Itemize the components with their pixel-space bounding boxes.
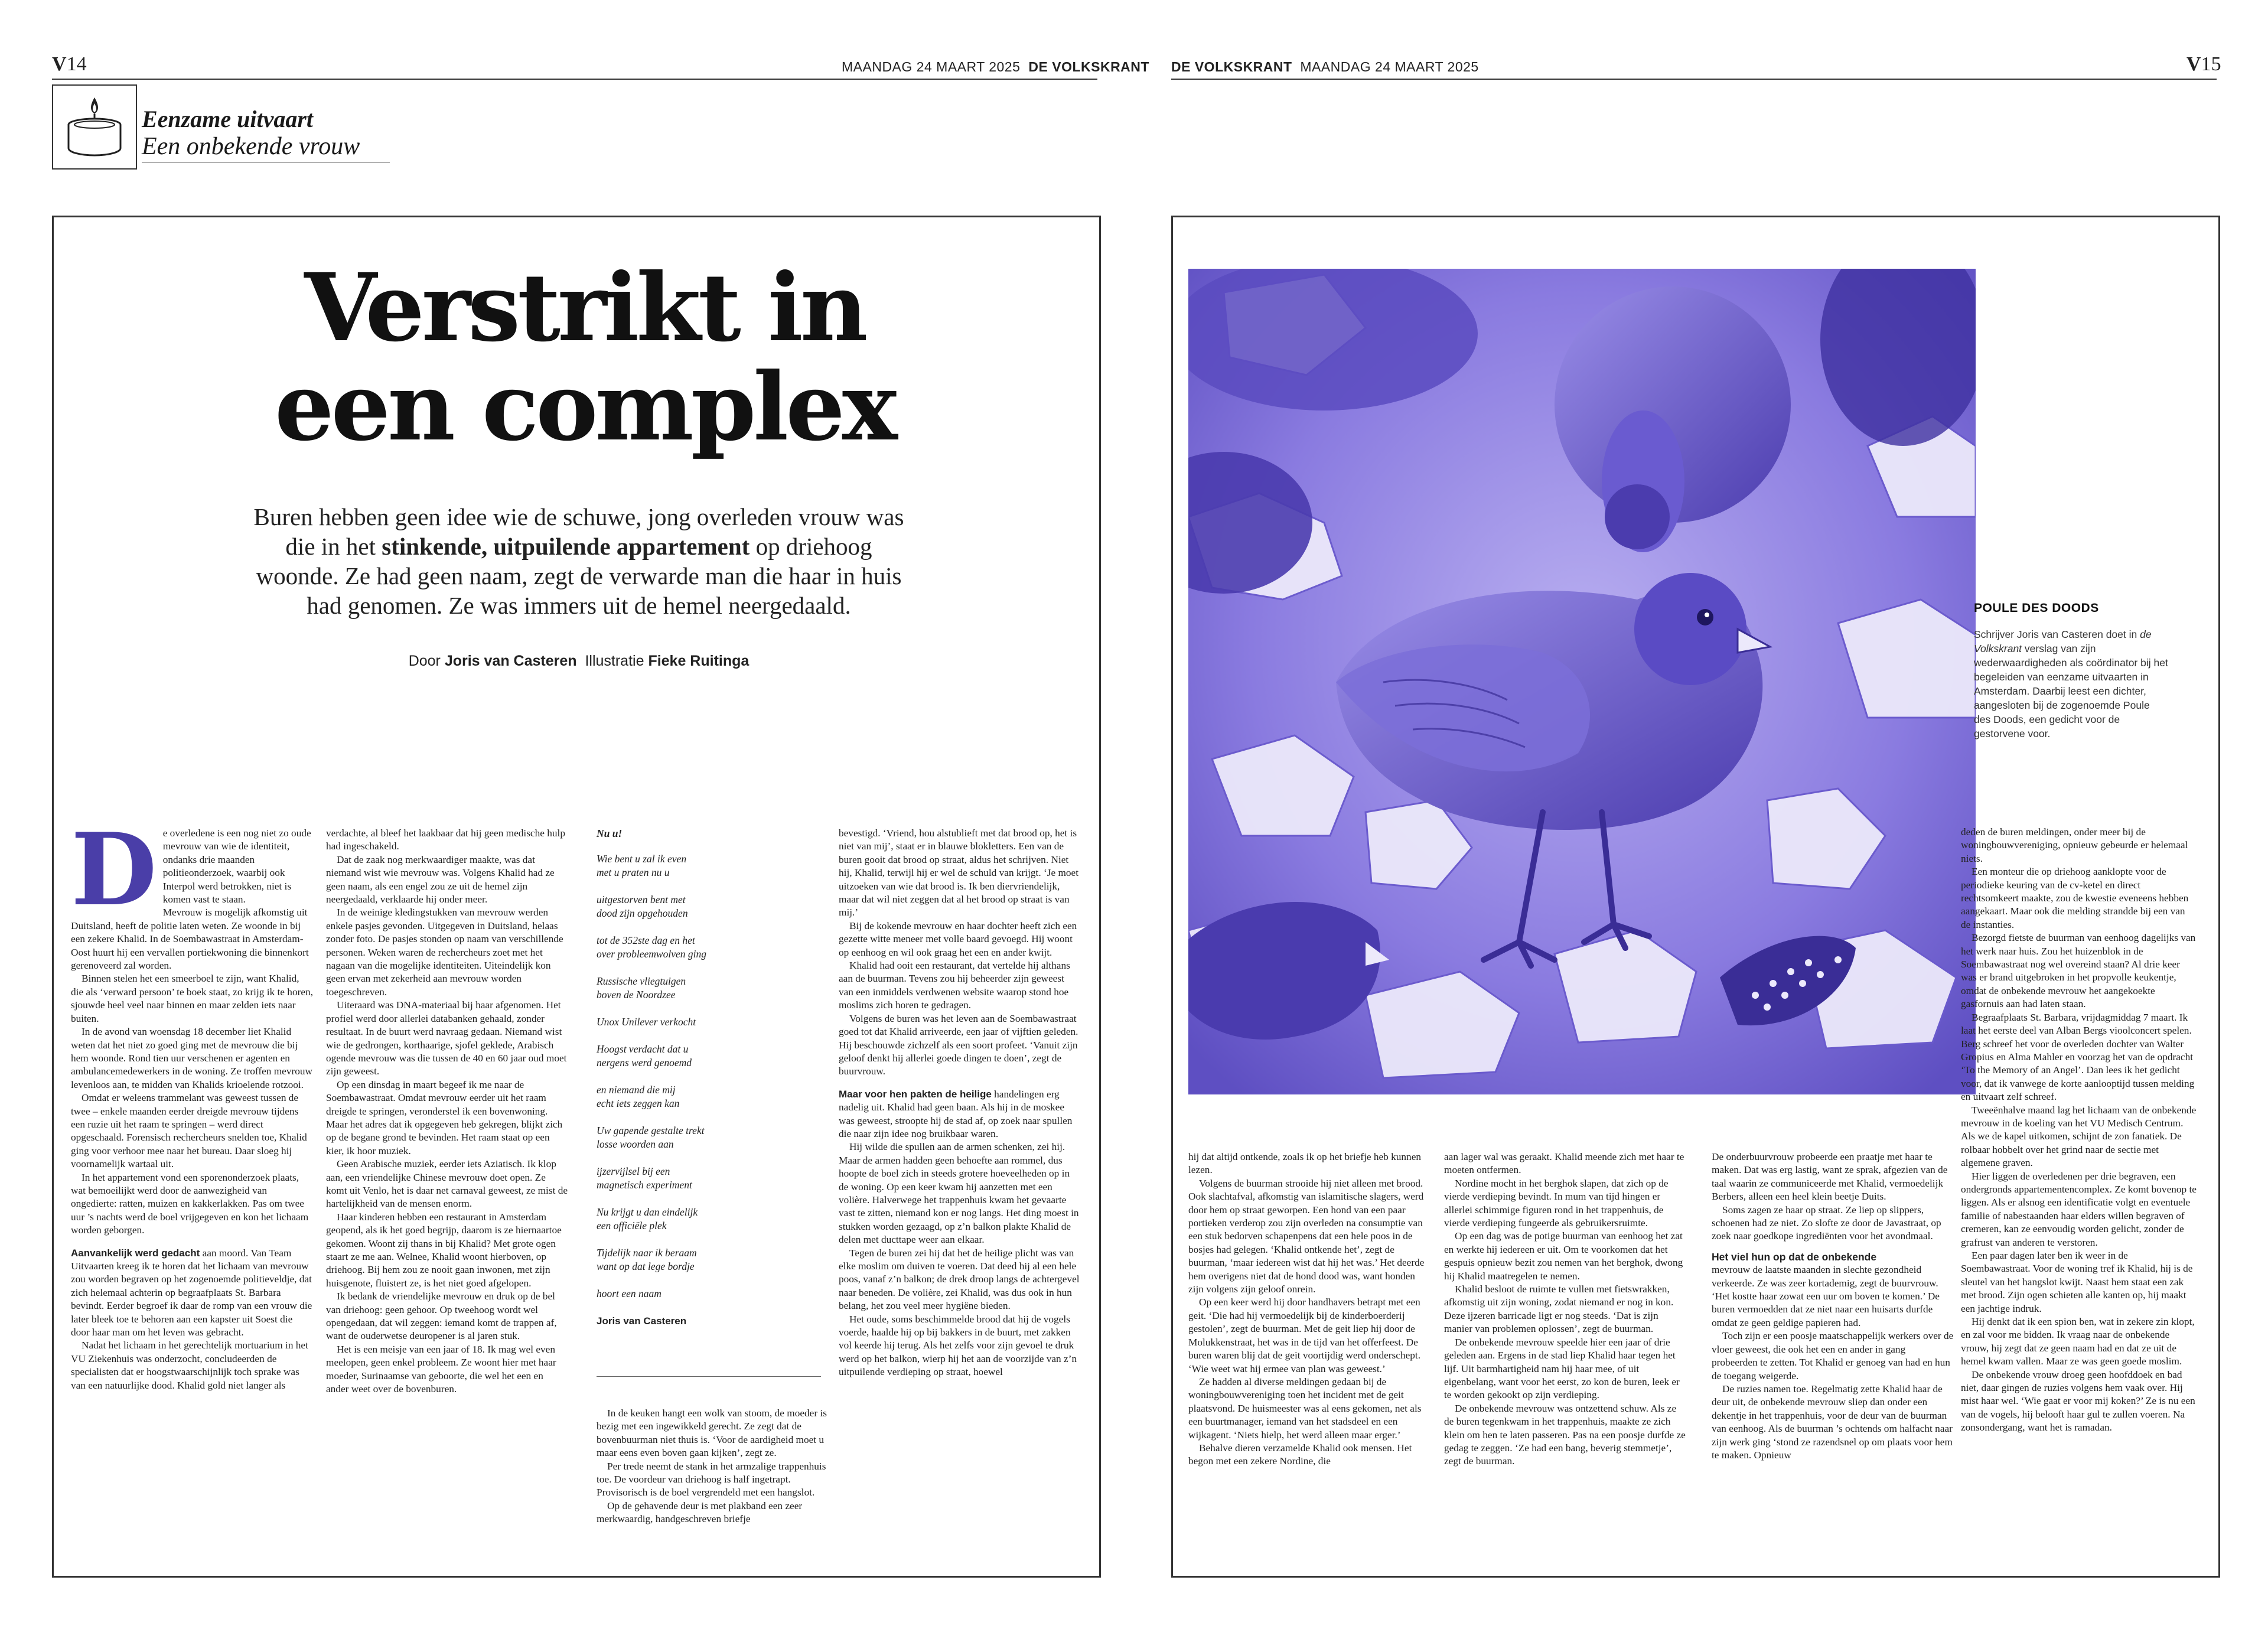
- left-folio-date: MAANDAG 24 MAART 2025: [842, 59, 1021, 74]
- poem-line: nergens werd genoemd: [597, 1057, 692, 1068]
- poem-rule: [597, 1376, 821, 1377]
- poem-line: met u praten nu u: [597, 866, 670, 878]
- poem-line: een officiële plek: [597, 1220, 667, 1231]
- body-column-5: hij dat altijd ontkende, zoals ik op het briefje heb kunnen lezen. Volgens de buurman strooide hij niet alleen met brood. Ook slachtafval, afkomstig van islamitische slagers, werd door hem op straat geworpen. Een hond van een paar portieken verderop zou zijn overleden na consumptie van een stuk bedorven schapenpens dat een hele poos in de bosjes had gelegen. ‘Khalid ontkende het’, zegt de buurman, ‘maar iedereen wist dat hij het was.’ Het deerde hem overigens niet dat de hond dood was, want honden zijn volgens zijn geloof onrein. Op een keer werd hij door handhavers betrapt met een geit. ‘Die had hij vermoedelijk bij de kinderboerderij gestolen’, zegt de buurman. Met de geit liep hij door de Molukkenstraat, het was in de tijd van het offerfeest. De buren waren blij dat de geit voortijdig werd onderschept. ‘Wie weet wat hij ermee van plan was geweest.’ Ze hadden al diverse meldingen gedaan bij de woningbouwvereniging toen het incident met de geit plaatsvond. De huismeester was al eens gekomen, net als een buurtmanager, iemand van het stadsdeel en een wijkagent. ‘Niets hielp, het werd alleen maar erger.’ Behalve dieren verzamelde Khalid ook mensen. Het begon met een zekere Nordine, die: [1188, 1151, 1425, 1467]
- right-top-rule: [1171, 79, 2217, 80]
- series-title: Eenzame uitvaart: [142, 106, 314, 132]
- poem-line: Unox Unilever verkocht: [597, 1016, 696, 1028]
- body-column-2: verdachte, al bleef het laakbaar dat hij geen medische hulp had ingeschakeld. Dat de zaak nog merkwaardiger maakte, was dat niemand wist wie mevrouw was. Volgens Khalid had ze geen naam, als een engel zou ze uit de hemel zijn neergedaald, verklaarde hij onder meer. In de weinige kledingstukken van mevrouw werden enkele pasjes gevonden. Uitgegeven in Duitsland, helaas zonder foto. De pasjes stonden op naam van verschillende personen. Weken waren de rechercheurs zoet met het nagaan van die mogelijke identiteiten. Uiteindelijk kon geen ervan met zekerheid aan mevrouw worden toegeschreven. Uiteraard was DNA-materiaal bij haar afgenomen. Het profiel werd door allerlei databanken gehaald, zonder resultaat. In de buurt werd navraag gedaan. Niemand wist wie de gedrongen, korthaarige, sjofel geklede, Arabisch ogende mevrouw was die tussen de 40 en 60 jaar oud moet zijn geweest. Op een dinsdag in maart begeef ik me naar de Soembawastraat. Omdat mevrouw eerder uit het raam dreigde te springen, veronderstel ik een bovenwoning. Maar het adres dat ik opgegeven heb gekregen, blijkt zich op de begane grond te bevinden. Het raam staat op een kier, ik hoor muziek. Geen Arabische muziek, eerder iets Aziatisch. Ik klop aan, een vriendelijke Chinese mevrouw doet open. Ze komt uit Venlo, het is daar net carnaval geweest, ze mist de hartelijkheid van de mensen enorm. Haar kinderen hebben een restaurant in Amsterdam geopend, als ik het goed begrijp, daarom is ze hiernaartoe gekomen. Woont zij thans in bij Khalid? Met grote ogen staart ze me aan. Welnee, Khalid woont hierboven, op driehoog. Bij hem zou ze nooit gaan inwonen, met zijn huisgenote, fluistert ze, is het niet goed afgelopen. Ik bedank de vriendelijke mevrouw en druk op de bel van driehoog: geen gehoor. Op tweehoog wordt wel opengedaan, dat wil zeggen: iemand komt de trappen af, want de ouderwetse deuropener is al jaren stuk. Het is een meisje van een jaar of 18. Ik mag wel even meelopen, geen enkel probleem. Ze woont hier met haar moeder, Surinaamse van geboorte, die wel het een en ander weet over de bovenburen.: [326, 827, 568, 1395]
- poem-line: Uw gapende gestalte trekt: [597, 1125, 705, 1136]
- poem: [597, 827, 833, 1328]
- subhead-1: Aanvankelijk werd gedacht aan moord. Van Team Uitvaarten kreeg ik te horen dat het lichaam van mevrouw zou worden begraven op het zogenoemde politieveldje, dat zich helemaal achterin op begraafplaats St. Barbara bevindt. Eerder begroef ik daar de romp van een vrouw die later bleek toe te behoren aan een kapster uit Soest die door haar man om het leven was gebracht.: [71, 1247, 312, 1338]
- poem-line: Tijdelijk naar ik beraam: [597, 1247, 697, 1259]
- poem-line: want op dat lege bordje: [597, 1260, 695, 1272]
- poem-stanza: [597, 1015, 833, 1029]
- poem-author: Joris van Casteren: [597, 1315, 687, 1327]
- poem-stanza: [597, 1124, 833, 1151]
- right-folio-date: MAANDAG 24 MAART 2025: [1300, 59, 1479, 74]
- subhead-3: Het viel hun op dat de onbekende: [1712, 1250, 1877, 1263]
- poem-line: magnetisch experiment: [597, 1179, 692, 1191]
- pigeon-illustration-svg: [1188, 269, 1976, 1094]
- headline-line-1: Verstrikt in: [304, 253, 865, 363]
- intro-paragraph: Buren hebben geen idee wie de schuwe, jong overleden vrouw was die in het stinkende, uitpuilende appartement op driehoog woonde. Ze had geen naam, zegt de verwarde man die haar in huis had genomen. Ze was immers uit de hemel neergedaald.: [253, 503, 904, 619]
- sidebar-title: POULE DES DOODS: [1974, 601, 2099, 615]
- poem-line: uitgestorven bent met: [597, 894, 686, 905]
- series-icon-box: [52, 84, 137, 170]
- poem-stanza: [597, 1246, 833, 1273]
- body-column-8: deden de buren meldingen, onder meer bij de woningbouwvereniging, opnieuw gebeurde er helemaal niets. Een monteur die op driehoog aanklopte voor de periodieke keuring van de cv-ketel en direct rechtsomkeert maakte, zou de kwestie eveneens hebben aangekaart. Maar ook die melding strandde bij een van de instanties. Bezorgd fietste de buurman van eenhoog dagelijks van het werk naar huis. Zou het huizenblok in de Soembawastraat nog wel overeind staan? Al drie keer was er brand uitgebroken in het propvolle keukentje, omdat de onbekende mevrouw het aangekoekte gasfornuis aan had laten staan. Begraafplaats St. Barbara, vrijdagmiddag 7 maart. Ik laat het eerste deel van Alban Bergs vioolconcert spelen. Berg schreef het voor de overleden dochter van Walter Gropius en Alma Mahler en voorzag het van de opdracht ‘To the Memory of an Angel’. Dan lees ik het gedicht voor, dat ik vanwege de korte aanlooptijd tussen melding en uitvaart zelf schreef. Tweeënhalve maand lag het lichaam van de onbekende mevrouw in de koeling van het VU Medisch Centrum. Als we de kapel uitkomen, schijnt de zon fanatiek. De rolbaar hobbelt over het grind naar de sectie met algemene graven. Hier liggen de overledenen per drie begraven, een ondergronds appartementencomplex. Ze komt bovenop te liggen. Als er alsnog een identificatie volgt en eventuele familie of nabestaanden haar elders willen begraven of cremeren, kan ze eenvoudig worden gelicht, zonder de grafrust van anderen te verstoren. Een paar dagen later ben ik weer in de Soembawastraat. Voor de woning tref ik Khalid, hij is de sleutel van het hangslot kwijt. Naast hem staat een zak met brood. Zijn ogen schieten alle kanten op, hij maakt een jachtige indruk. Hij denkt dat ik een spion ben, wat in zekere zin klopt, en zal voor me bidden. Ik vraag naar de onbekende vrouw, hij zegt dat ze geen naam had en dat ze uit de hemel kwam vallen. Maar ze was geen goede moslim. De onbekende vrouw droeg geen hoofddoek en bad niet, daar gingen de ruzies volgens hem vaak over. Hij mist haar wel. ‘Wie gaat er voor mij koken?’ Ze is nu een van de vogels, hij belooft haar gul te zullen voeren. Na zonsondergang, want het is ramadan.: [1961, 826, 2197, 1433]
- body-column-1: D e overledene is een nog niet zo oude mevrouw van wie de identiteit, ondanks drie maanden politieonderzoek, waarbij ook Interpol werd betrokken, niet is komen vast te staan. Mevrouw is mogelijk afkomstig uit Duitsland, heeft de politie laten weten. Ze woonde in bij een zekere Khalid. In de Soembawastraat in Amsterdam-Oost huurt hij een vervallen portiekwoning die binnenkort gerenoveerd zal worden. Binnen stelen het een smeerboel te zijn, want Khalid, die als ‘verward persoon’ te boek staat, zo krijg ik te horen, sjouwde heel veel naar binnen en maar zelden iets naar buiten. In de avond van woensdag 18 december liet Khalid weten dat het niet zo goed ging met de mevrouw die bij hem woonde. Rond tien uur verschenen er agenten en ambulancemedewerkers in de woning. Ze troffen mevrouw levenloos aan, te midden van Khalids krioelende rotzooi. Omdat er weleens trammelant was geweest tussen de twee – enkele maanden eerder dreigde mevrouw tijdens een ruzie uit het raam te springen – werd direct opgeschaald. Forensisch rechercheurs snelden toe, Khalid ging voor verhoor mee naar het bureau. Daar sloeg hij voornamelijk wartaal uit. In het appartement vond een sporenonderzoek plaats, wat bemoeilijkt werd door de aanwezigheid van ongedierte: ratten, muizen en kakkerlakken. Pas om twee uur ’s nachts werd de boel vrijgegeven en kon het lichaam worden geborgen. Aanvankelijk werd gedacht aan moord. Van Team Uitvaarten kreeg ik te horen dat het lichaam van mevrouw zou worden begraven op het zogenoemde politieveldje, dat zich helemaal achterin op begraafplaats St. Barbara bevindt. Eerder begroef ik daar de romp van een vrouw die later bleek toe te behoren aan een kapster uit Soest die door haar man om het leven was gebracht. Nadat het lichaam in het gerechtelijk mortuarium in het VU Ziekenhuis was onderzocht, concludeerden de specialisten dat er hoogstwaarschijnlijk toch sprake was van een natuurlijke dood. Khalid gold niet langer als: [71, 811, 313, 1391]
- left-top-rule: [52, 79, 1097, 80]
- dropcap: D: [71, 811, 157, 928]
- series-rule: [142, 162, 390, 163]
- body-column-7: De onderbuurvrouw probeerde een praatje met haar te maken. Dat was erg lastig, want ze sprak, afgezien van de taal waarin ze communiceerde met Khalid, vermoedelijk Berbers, alleen een heel klein beetje Duits. Soms zagen ze haar op straat. Ze liep op slippers, schoenen had ze niet. Zo slofte ze door de Javastraat, op zoek naar goedkope ingrediënten voor het avondmaal. Het viel hun op dat de onbekende mevrouw de laatste maanden in slechte gezondheid verkeerde. Ze was zeer kortademig, zegt de buurvrouw. ‘Het kostte haar zowat een uur om boven te komen.’ De buren vermoedden dat ze niet naar een huisarts durfde omdat ze geen geldige papieren had. Toch zijn er een poosje maatschappelijk werkers over de vloer geweest, die ook het een en ander in gang probeerden te zetten. Tot Khalid er genoeg van had en hun de toegang weigerde. De ruzies namen toe. Regelmatig zette Khalid haar de deur uit, de onbekende mevrouw sliep dan onder een dekentje in het trappenhuis, voor de deur van de buurman van eenhoog. Als de buurman ’s ochtends om halfacht naar zijn werk ging ‘stond ze razendsnel op om plaats voor hem te maken. Opnieuw: [1712, 1151, 1954, 1461]
- poem-line: over probleemwolven ging: [597, 948, 706, 960]
- poem-line: tot de 352ste dag en het: [597, 934, 695, 946]
- headline: [236, 253, 933, 462]
- pigeons-illustration: [1188, 269, 1976, 1094]
- poem-stanza: [597, 893, 833, 920]
- author-name: Joris van Casteren: [444, 653, 577, 669]
- left-folio: [842, 59, 1149, 75]
- poem-line: ijzervijlsel bij een: [597, 1165, 670, 1177]
- poem-line: Wie bent u zal ik even: [597, 853, 687, 865]
- byline: Door Joris van Casteren Illustratie Fieke Ruitinga: [408, 653, 750, 669]
- candle-icon: [53, 86, 136, 168]
- series-subtitle: Een onbekende vrouw: [142, 133, 360, 160]
- poem-stanza: [597, 852, 833, 879]
- poem-line: hoort een naam: [597, 1288, 662, 1299]
- headline-line-2: een complex: [275, 353, 895, 462]
- subhead-2: Maar voor hen pakten de heilige handelingen erg nadelig uit. Khalid had geen baan. Als hij in de moskee was geweest, stroopte hij de stad af, op zoek naar spullen die naar zijn idee nog bruikbaar waren.: [839, 1088, 1073, 1139]
- poem-stanzas: [597, 852, 833, 1301]
- left-page-number: V14: [52, 53, 87, 75]
- illustrator-name: Fieke Ruitinga: [648, 653, 750, 669]
- sidebar-text: Schrijver Joris van Casteren doet in de Volkskrant verslag van zijn wederwaardigheden als coördinator bij het begeleiden van eenzame uitvaarten in Amsterdam. Daarbij leest een dichter, aangesloten bij de zogenoemde Poule des Doods, een gedicht voor de gestorvene voor.: [1974, 628, 2168, 739]
- poem-line: boven de Noordzee: [597, 989, 676, 1001]
- poem-stanza: [597, 1206, 833, 1233]
- poem-stanza: [597, 934, 833, 961]
- poem-line: dood zijn opgehouden: [597, 907, 688, 919]
- body-column-3: In de keuken hangt een wolk van stoom, de moeder is bezig met een ingewikkeld gerecht. Ze zegt dat de bovenbuurman niet thuis is. ‘Voor de aardigheid moet u maar eens even boven gaan kijken’, zegt ze. Per trede neemt de stank in het armzalige trappenhuis toe. De voordeur van driehoog is half ingetrapt. Provisorisch is de boel vergrendeld met een hangslot. Op de gehavende deur is met plakband een zeer merkwaardig, handgeschreven briefje: [597, 1408, 827, 1525]
- poem-line: Nu krijgt u dan eindelijk: [597, 1206, 698, 1218]
- right-page-number: V15: [2186, 53, 2221, 75]
- body-column-4: bevestigd. ‘Vriend, hou alstublieft met dat brood op, het is niet van mij’, staat er in blauwe blokletters. Een van de buren gooit dat brood op straat, aldus het schrijven. Niet hij, Khalid, terwijl hij er wel de schuld van krijgt. ‘Je moet uitzoeken van wie dat brood is. Ik ben diervriendelijk, maar dat wil niet zeggen dat al het brood op straat is van mij.’ Bij de kokende mevrouw en haar dochter heeft zich een gezette witte meneer met volle baard gevoegd. Hij woont op eenhoog en wil ook graag het een en ander kwijt. Khalid had ooit een restaurant, dat vertelde hij althans aan de buurman. Tevens zou hij beheerder zijn geweest van een inmiddels verdwenen website waarop stond hoe moslims zich horen te gedragen. Volgens de buren was het leven aan de Soembawastraat goed tot dat Khalid arriveerde, een jaar of vijftien geleden. Hij beschouwde zichzelf als een soort profeet. ‘Vanuit zijn geloof denkt hij allerlei goede dingen te doen’, zegt de buurvrouw. Maar voor hen pakten de heilige handelingen erg nadelig uit. Khalid had geen baan. Als hij in de moskee was geweest, stroopte hij de stad af, op zoek naar spullen die naar zijn idee nog bruikbaar waren. Hij wilde die spullen aan de armen schenken, zei hij. Maar de armen hadden geen behoefte aan rommel, dus hoopte de boel zich in steeds grotere hoeveelheden op in de woning. Op een keer kwam hij aanzetten met een volière. Halverwege het trappenhuis kwam het gevaarte vast te zitten, niemand kon er nog langs. Het ding moest in stukken worden gezaagd, op z’n balkon plakte Khalid de delen met ducttape weer aan elkaar. Tegen de buren zei hij dat het de heilige plicht was van elke moslim om duiven te voeren. Dat deed hij al een hele poos, vanaf z’n balkon; de drek droop langs de achtergevel naar beneden. De volière, zei Khalid, was dus ook in hun belang, het zou veel meer hygiëne bieden. Het oude, soms beschimmelde brood dat hij de vogels voerde, haalde hij op bij bakkers in de buurt, met zakken vol keerde hij terug. Als het zelfs voor zijn gevoel te druk werd op het balkon, wierp hij het aan de voorzijde van z’n uitpuilende verdieping op straat, hoewel: [839, 827, 1081, 1379]
- intro-bold: stinkende, uitpuilende appartement: [382, 533, 750, 560]
- poem-stanza: [597, 1165, 833, 1192]
- poem-line: echt iets zeggen kan: [597, 1097, 680, 1109]
- poem-stanza: [597, 1287, 833, 1301]
- poem-line: Hoogst verdacht dat u: [597, 1043, 689, 1055]
- right-folio-paper: DE VOLKSKRANT: [1171, 59, 1292, 74]
- poem-stanza: [597, 1042, 833, 1070]
- poem-line: Russische vliegtuigen: [597, 975, 686, 987]
- body-column-6: aan lager wal was geraakt. Khalid meende zich met haar te moeten ontfermen. Nordine mocht in het berghok slapen, dat zich op de vierde verdieping bevindt. In mum van tijd hingen er allerlei schimmige figuren rond in het trappenhuis, de vierde verdieping fungeerde als gebruikersruimte. Op een dag was de potige buurman van eenhoog het zat en werkte hij iedereen er uit. Om te voorkomen dat het gespuis opnieuw bezit zou nemen van het berghok, dwong hij Khalid maatregelen te nemen. Khalid besloot de ruimte te vullen met fietswrakken, afkomstig uit zijn woning, zodat niemand er nog in kon. Deze ijzeren barricade ligt er nog steeds. ‘Dat is zijn manier van problemen oplossen’, zegt de buurman. De onbekende mevrouw speelde hier een jaar of drie geleden aan. Ergens in de stad liep Khalid haar tegen het lijf. Uit barmhartigheid nam hij haar mee, of uit eigenbelang, want voor het eerst, zo kon de buren, leek er te worden gekookt op zijn verdieping. De onbekende mevrouw was ontzettend schuw. Als ze de buren tegenkwam in het trappenhuis, maakte ze zich klein om hen te laten passeren. Pas na een poosje durfde ze gedag te zeggen. ‘Ze had een bang, beverig stemmetje’, zegt de buurman.: [1444, 1151, 1686, 1467]
- poem-stanza: [597, 975, 833, 1002]
- poem-line: losse woorden aan: [597, 1138, 674, 1150]
- right-folio: [1171, 59, 1479, 75]
- poem-line: en niemand die mij: [597, 1084, 676, 1096]
- left-folio-paper: DE VOLKSKRANT: [1028, 59, 1149, 74]
- poem-stanza: [597, 1083, 833, 1110]
- poem-title: Nu u!: [597, 827, 623, 839]
